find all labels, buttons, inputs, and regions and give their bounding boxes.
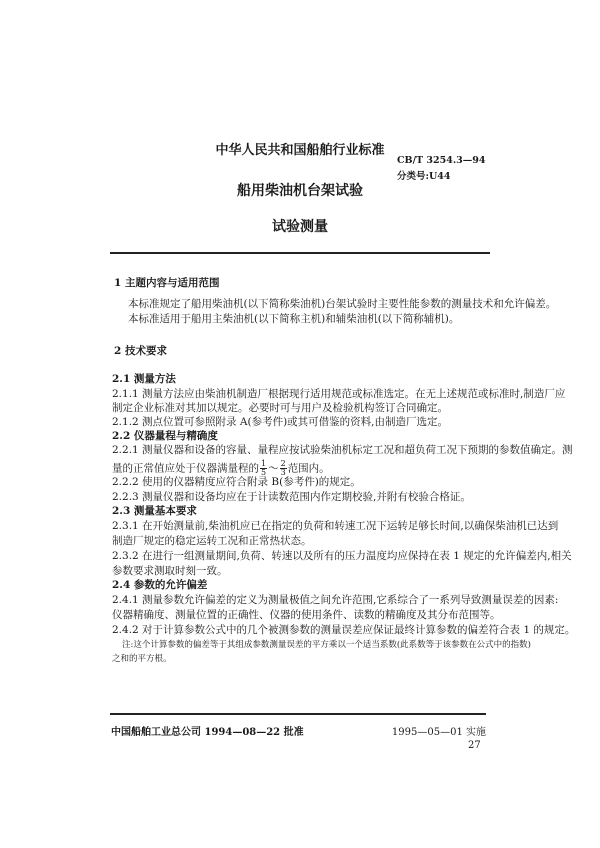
implementation-date: 1995—05—01 实施 bbox=[391, 727, 486, 738]
footer-divider bbox=[110, 713, 486, 715]
paragraph: 本标准适用于船用主柴油机(以下简称主机)和辅柴油机(以下简称辅机)。 bbox=[128, 313, 460, 325]
text: 量的正常值应处于仪器满量程的 bbox=[112, 462, 259, 475]
section-heading: 2.1 测量方法 bbox=[112, 373, 176, 385]
clause-line: 2.1.1 测量方法应由柴油机制造厂根据现行适用规范或标准选定。在无上述规范或标准时,制造厂应 bbox=[112, 388, 566, 400]
standard-code: CB/T 3254.3—94 bbox=[397, 155, 486, 166]
tilde: ～ bbox=[268, 462, 279, 475]
section-heading: 2.3 测量基本要求 bbox=[112, 505, 197, 517]
clause-line-with-fraction bbox=[112, 460, 330, 477]
fraction-two-thirds bbox=[280, 460, 287, 477]
page-number: 27 bbox=[468, 740, 481, 751]
fraction-one-fifth bbox=[260, 460, 267, 477]
clause-line: 2.4.1 测量参数允许偏差的定义为测量极值之间允许范围,它系综合了一系列导致测量误差的因素: bbox=[112, 594, 559, 606]
header-divider bbox=[110, 252, 490, 254]
text: 范围内。 bbox=[287, 462, 330, 475]
clause-line: 2.1.2 测点位置可参照附录 A(参考件)或其可借鉴的资料,由制造厂选定。 bbox=[112, 416, 449, 428]
clause-line: 2.3.2 在进行一组测量期间,负荷、转速以及所有的压力温度均应保持在表 1 规定的允许偏差内,相关 bbox=[112, 550, 572, 562]
clause-line: 2.2.1 测量仪器和设备的容量、量程应按试验柴油机标定工况和超负荷工况下预期的参数值确定。测 bbox=[112, 444, 573, 456]
numerator: 1 bbox=[261, 459, 267, 468]
clause-line: 制造厂规定的稳定运转工况和正常热状态。 bbox=[112, 535, 312, 547]
section-1-heading: 1 主题内容与适用范围 bbox=[114, 277, 220, 289]
clause-line: 2.2.2 使用的仪器精度应符合附录 B(参考件)的规定。 bbox=[112, 476, 361, 488]
document-title: 船用柴油机台架试验 bbox=[237, 183, 363, 199]
clause-line: 制定企业标准对其加以规定。必要时可与用户及检验机构签订合同确定。 bbox=[112, 402, 448, 414]
classification-number: 分类号:U44 bbox=[397, 171, 451, 182]
document-subtitle: 试验测量 bbox=[272, 219, 328, 235]
section-heading: 2.2 仪器量程与精确度 bbox=[112, 430, 218, 442]
note-line: 注:这个计算参数的偏差等于其组成参数测量误差的平方乘以一个适当系数(此系数等于该参数在公式中的指数) bbox=[122, 640, 532, 650]
standard-org-heading: 中华人民共和国船舶行业标准 bbox=[215, 143, 385, 158]
clause-line: 2.2.3 测量仪器和设备均应在于计读数范围内作定期校验,并附有校验合格证。 bbox=[112, 491, 471, 503]
paragraph: 本标准规定了船用柴油机(以下简称柴油机)台架试验时主要性能参数的测量技术和允许偏差。 bbox=[128, 298, 557, 310]
section-heading: 2.4 参数的允许偏差 bbox=[112, 579, 208, 591]
note-line: 之和的平方根。 bbox=[112, 654, 172, 664]
clause-line: 2.3.1 在开始测量前,柴油机应已在指定的负荷和转速工况下运转足够长时间,以确保柴油机已达到 bbox=[112, 520, 559, 532]
denominator: 5 bbox=[261, 468, 267, 477]
clause-line: 仪器精确度、测量位置的正确性、仪器的使用条件、读数的精确度及其分布范围等。 bbox=[112, 609, 501, 621]
section-2-heading: 2 技术要求 bbox=[114, 345, 167, 357]
clause-line: 参数要求测取时刻一致。 bbox=[112, 565, 228, 577]
approval-line: 中国船舶工业总公司 1994—08—22 批准 bbox=[111, 727, 304, 738]
clause-line: 2.4.2 对于计算参数公式中的几个被测参数的测量误差应保证最终计算参数的偏差符合表 1 的规定。 bbox=[112, 624, 576, 636]
numerator: 2 bbox=[280, 459, 286, 468]
denominator: 3 bbox=[280, 468, 286, 477]
